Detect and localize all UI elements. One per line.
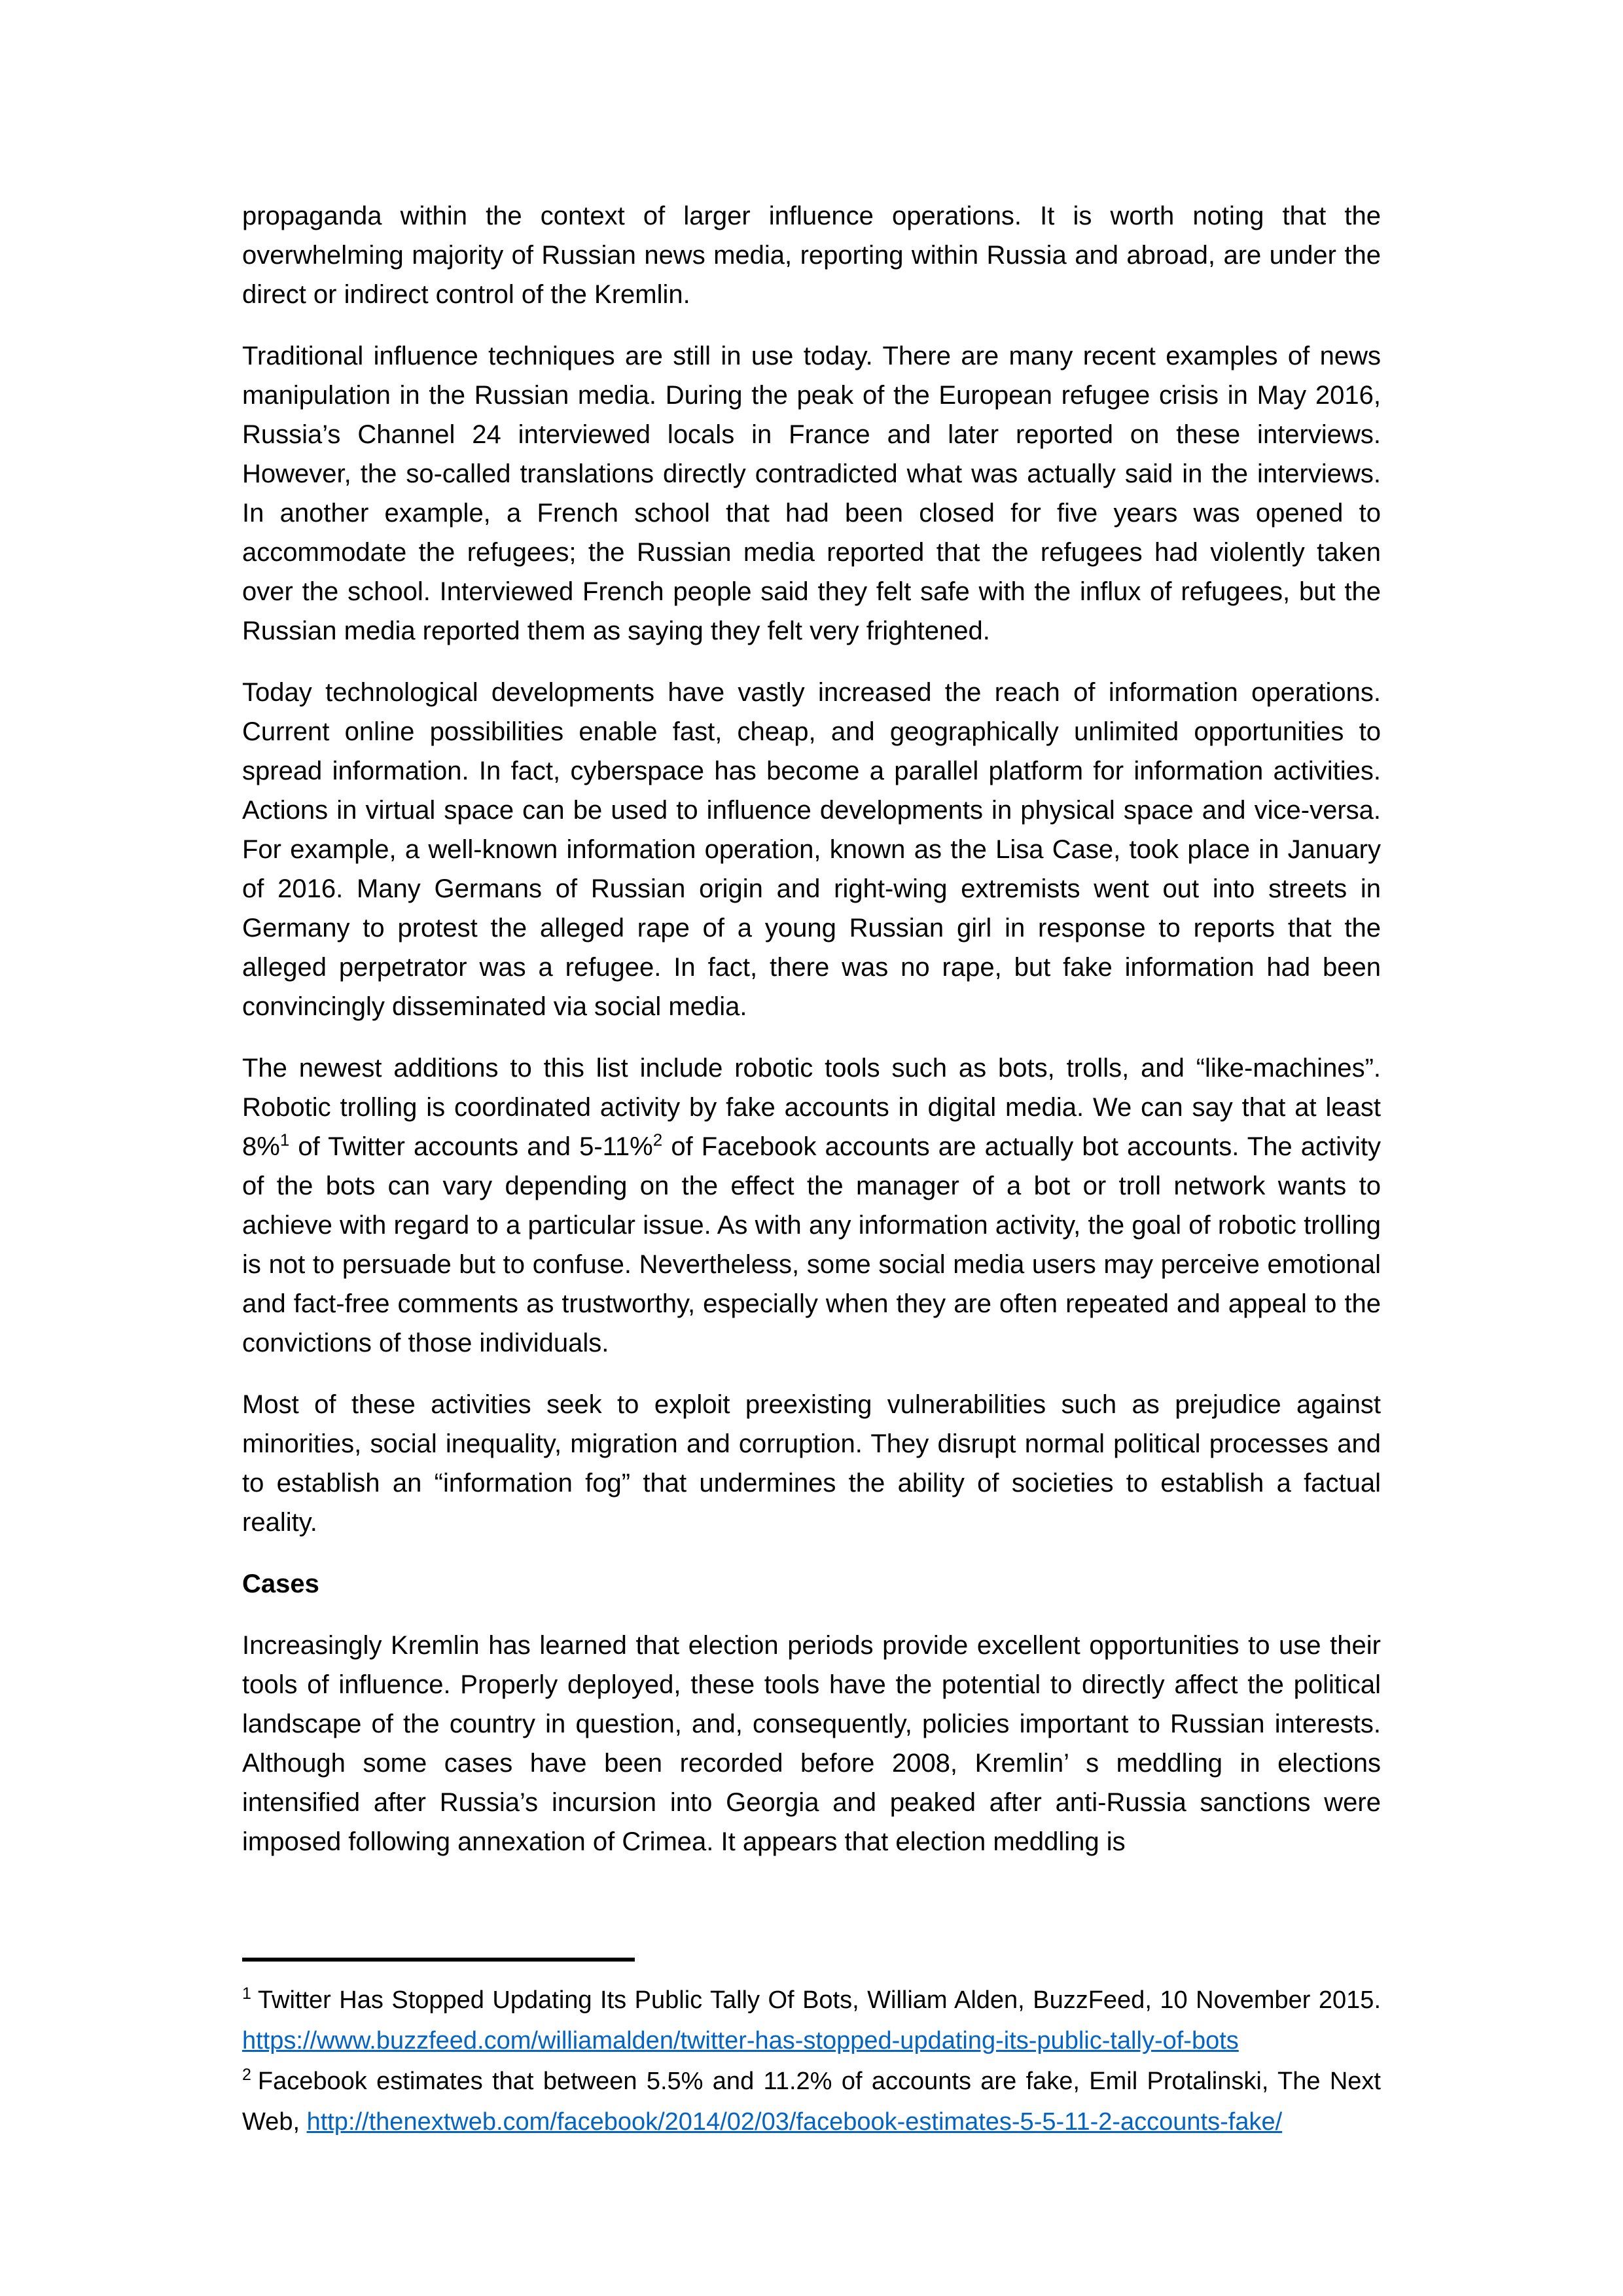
footnote-1-text: Twitter Has Stopped Updating Its Public Tally Of Bots, William Alden, BuzzFeed, 10 November 2015. [257,1986,1381,2014]
paragraph-2: Traditional influence techniques are still in use today. There are many recent examples of news manipulation in the Russian media. During the peak of the European refugee crisis in May 2016, Russia’s Channel 24 interviewed locals in France and later reported on these interviews. However, the so-called translations directly contradicted what was actually said in the interviews. In another example, a French school that had been closed for five years was opened to accommodate the refugees; the Russian media reported that the refugees had violently taken over the school. Interviewed French people said they felt safe with the influx of refugees, but the Russian media reported them as saying they felt very frightened. [242,342,1381,645]
footnote-2-link[interactable]: http://thenextweb.com/facebook/2014/02/03/facebook-estimates-5-5-11-2-accounts-fake/ [306,2108,1283,2136]
footnote-2-text: Facebook estimates that between 5.5% and 11.2% of accounts are fake, Emil Protalinski, The Next Web, [242,2068,1381,2136]
footnote-ref-2: 2 [652,1130,663,1150]
footnote-1-link[interactable]: https://www.buzzfeed.com/williamalden/twitter-has-stopped-updating-its-public-tally-of-bots [242,2027,1239,2054]
footnotes-section [242,1958,1381,2142]
footnote-1-number: 1 [242,1984,251,2003]
paragraph-4-text-c: of Facebook accounts are actually bot accounts. The activity of the bots can vary depending on the effect the manager of a bot or troll network wants to achieve with regard to a particular issue. As with any information activity, the goal of robotic trolling is not to persuade but to confuse. Nevertheless, some social media users may perceive emotional and fact-free comments as trustworthy, especially when they are often repeated and appeal to the convictions of those individuals. [242,1132,1381,1357]
footnote-separator [242,1958,635,1962]
footnote-ref-1: 1 [279,1130,290,1150]
paragraph-4-text-b: of Twitter accounts and 5-11% [289,1132,653,1161]
section-heading-cases: Cases [242,1570,319,1598]
footnote-2 [242,2061,1381,2142]
footnote-1 [242,1980,1381,2061]
paragraph-6: Increasingly Kremlin has learned that election periods provide excellent opportunities to use their tools of influence. Properly deployed, these tools have the potential to directly affect the political landscape of the country in question, and, consequently, policies important to Russian interests. Although some cases have been recorded before 2008, Kremlin’ s meddling in elections intensified after Russia’s incursion into Georgia and peaked after anti-Russia sanctions were imposed following annexation of Crimea. It appears that election meddling is [242,1631,1381,1856]
paragraph-4 [242,1049,1381,1363]
paragraph-5: Most of these activities seek to exploit preexisting vulnerabilities such as prejudice against minorities, social inequality, migration and corruption. They disrupt normal political processes and to establish an “information fog” that undermines the ability of societies to establish a factual reality. [242,1390,1381,1537]
paragraph-1: propaganda within the context of larger influence operations. It is worth noting that the overwhelming majority of Russian news media, reporting within Russia and abroad, are under the direct or indirect control of the Kremlin. [242,202,1381,309]
footnote-2-number: 2 [242,2066,251,2085]
paragraph-4-text-a: The newest additions to this list include robotic tools such as bots, trolls, and “like-machines”. Robotic trolling is coordinated activity by fake accounts in digital media. We can say that at least 8% [242,1054,1381,1161]
paragraph-3: Today technological developments have vastly increased the reach of information operations. Current online possibilities enable fast, cheap, and geographically unlimited opportunities to spread information. In fact, cyberspace has become a parallel platform for information activities. Actions in virtual space can be used to influence developments in physical space and vice-versa. For example, a well-known information operation, known as the Lisa Case, took place in January of 2016. Many Germans of Russian origin and right-wing extremists went out into streets in Germany to protest the alleged rape of a young Russian girl in response to reports that the alleged perpetrator was a refugee. In fact, there was no rape, but fake information had been convincingly disseminated via social media. [242,678,1381,1021]
document-body [242,196,1381,1941]
